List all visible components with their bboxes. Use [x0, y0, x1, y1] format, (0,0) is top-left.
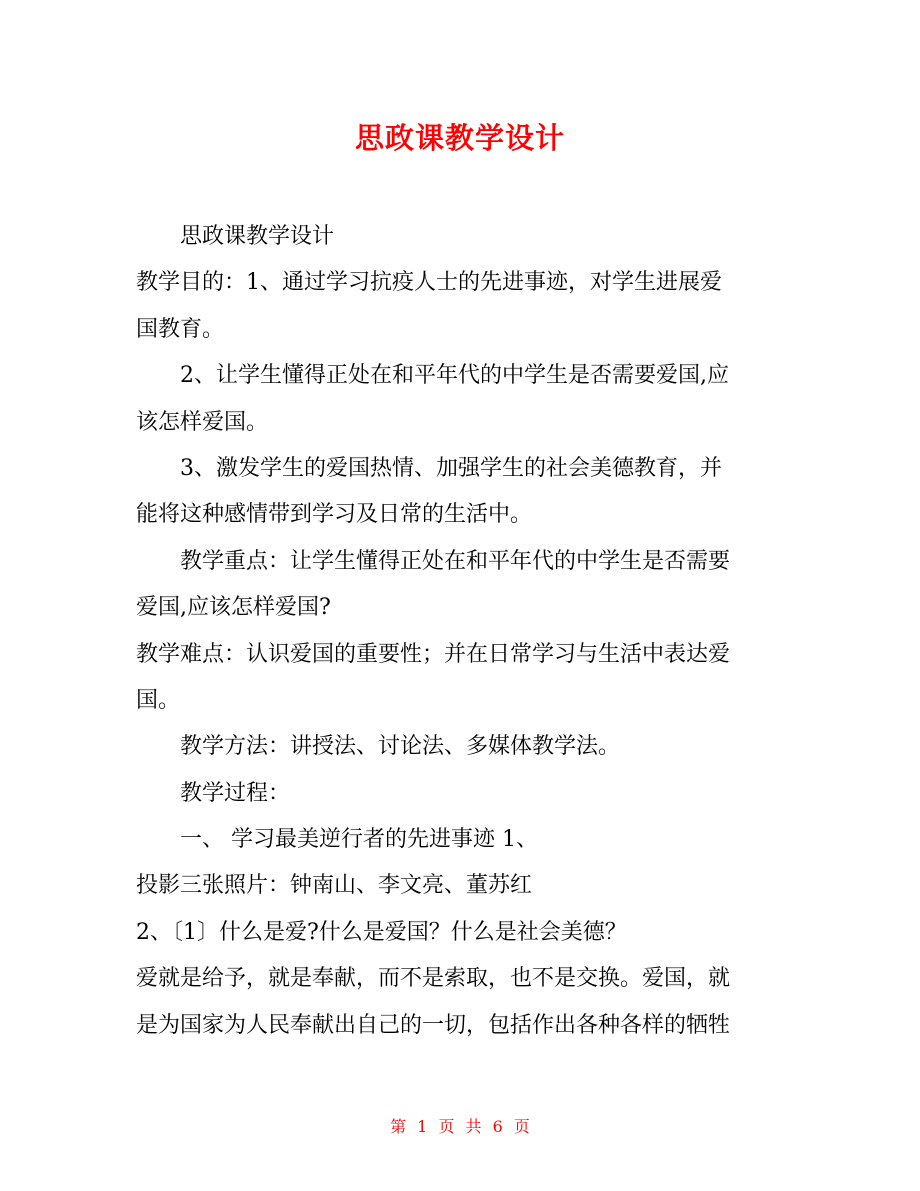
body-line: 2、〔1〕什么是爱?什么是爱国？什么是社会美德？ [136, 919, 627, 945]
body-line: 一、 学习最美逆行者的先进事迹 1、 [180, 827, 538, 853]
document-body [136, 214, 786, 1049]
body-line: 教学方法：讲授法、讨论法、多媒体教学法。 [180, 734, 621, 760]
body-line: 教学难点：认识爱国的重要性；并在日常学习与生活中表达爱 [136, 641, 731, 667]
body-line: 思政课教学设计 [180, 224, 335, 249]
body-line: 爱国,应该怎样爱国? [136, 595, 331, 621]
body-line: 爱就是给予，就是奉献，而不是索取，也不是交换。爱国，就 [136, 966, 731, 992]
body-line: 教学重点：让学生懂得正处在和平年代的中学生是否需要 [180, 548, 731, 574]
body-line: 2、让学生懂得正处在和平年代的中学生是否需要爱国,应 [180, 363, 729, 389]
body-line: 投影三张照片：钟南山、李文亮、董苏红 [136, 873, 533, 899]
document-title: 思政课教学设计 [354, 121, 565, 155]
body-line: 该怎样爱国。 [136, 409, 269, 435]
page-footer: 第 1 页 共 6 页 [390, 1117, 530, 1136]
body-line: 教学目的：1、通过学习抗疫人士的先进事迹，对学生进展爱 [136, 270, 722, 296]
body-line: 是为国家为人民奉献出自己的一切，包括作出各种各样的牺牲 [136, 1012, 731, 1038]
body-line: 国。 [136, 687, 181, 713]
body-line: 3、激发学生的爱国热情、加强学生的社会美德教育，并 [180, 455, 722, 481]
body-line: 国教育。 [136, 316, 225, 342]
body-line: 教学过程： [180, 780, 291, 806]
body-line: 能将这种感情带到学习及日常的生活中。 [136, 502, 533, 528]
